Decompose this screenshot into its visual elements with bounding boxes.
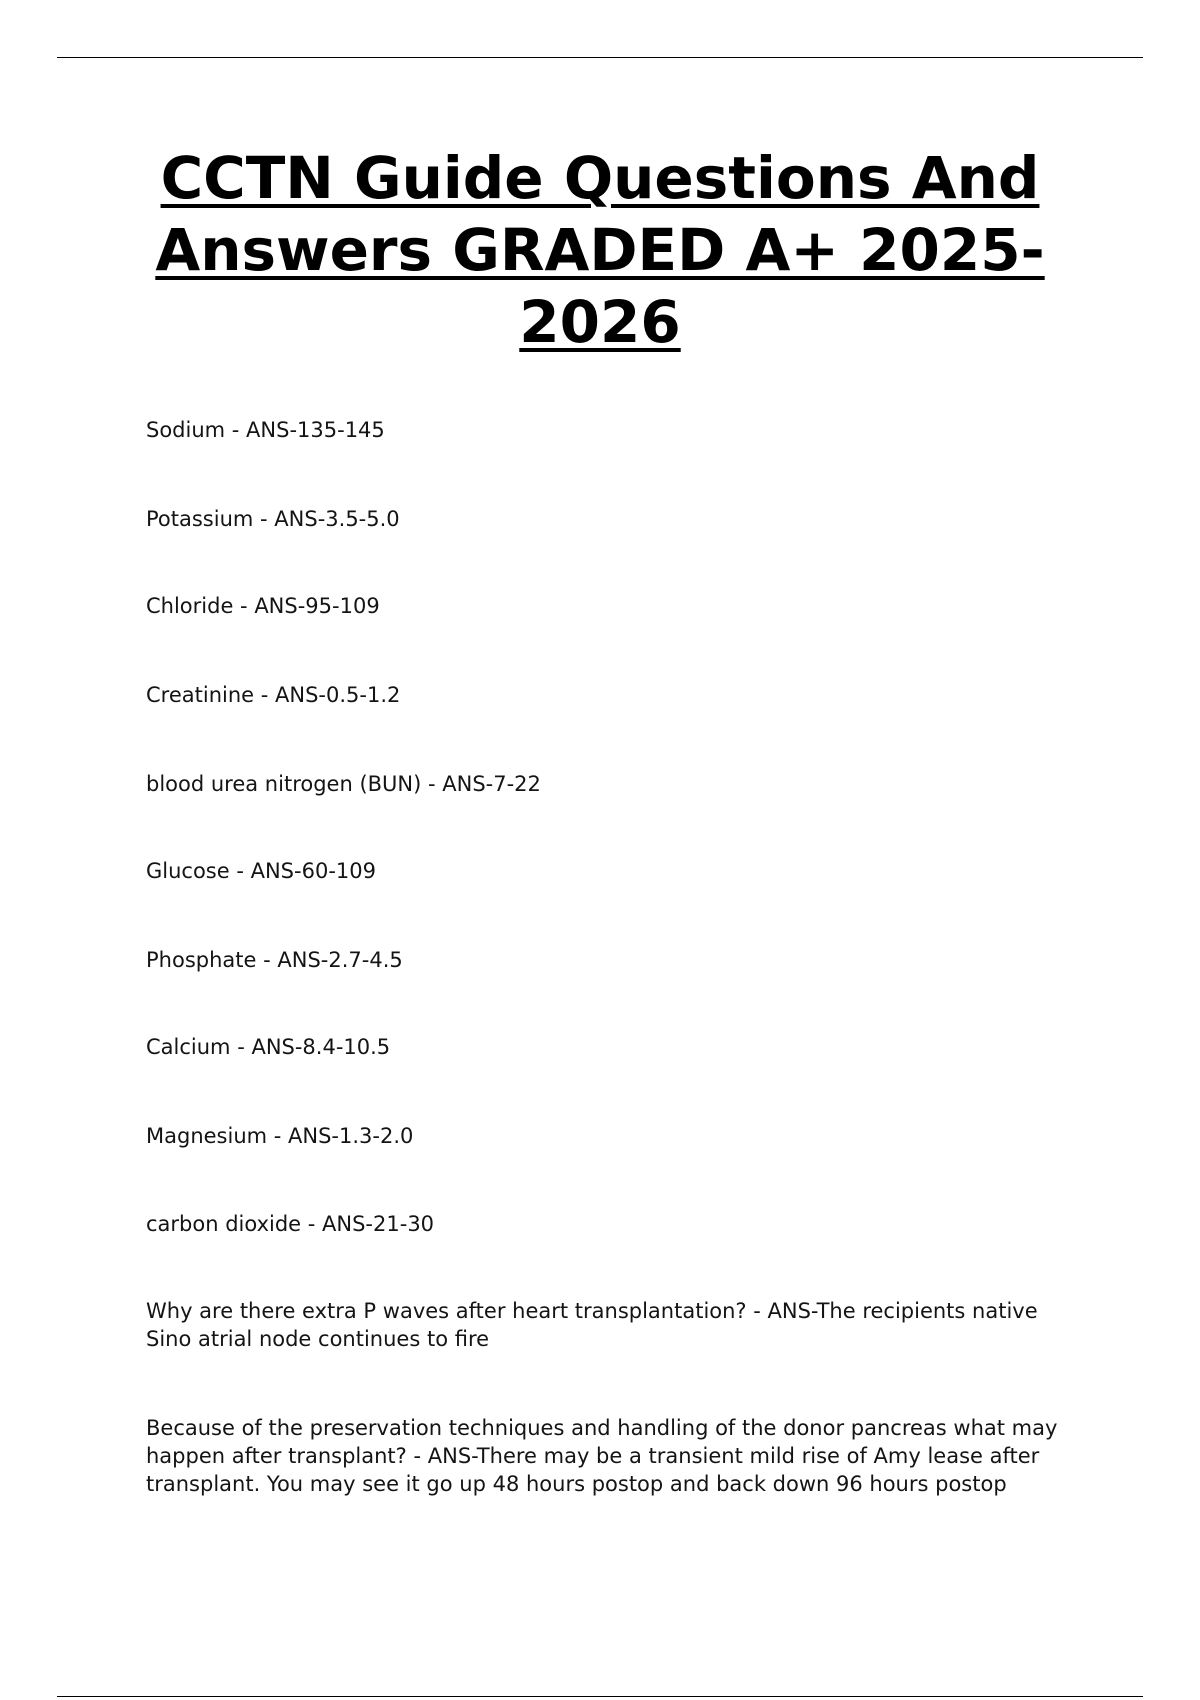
qa-item [146, 1210, 1066, 1238]
qa-answer: ANS-60-109 [250, 859, 376, 883]
bottom-rule [57, 1696, 1143, 1697]
qa-item [146, 505, 1066, 533]
qa-question: Because of the preservation techniques and handling of the donor pancreas what may happen after transplant? [146, 1416, 1058, 1468]
qa-answer: ANS-95-109 [254, 594, 380, 618]
qa-answer: ANS-21-30 [322, 1212, 435, 1236]
top-rule [57, 57, 1143, 58]
qa-item [146, 681, 1066, 709]
qa-separator: - [301, 1212, 323, 1236]
qa-answer: ANS-7-22 [442, 772, 541, 796]
qa-separator: - [406, 1444, 428, 1468]
qa-item [146, 1414, 1066, 1498]
document-title: CCTN Guide Questions And Answers GRADED A+ 2025-2026 [155, 144, 1045, 356]
qa-answer: ANS-0.5-1.2 [275, 683, 401, 707]
qa-answer: ANS-1.3-2.0 [288, 1124, 414, 1148]
qa-separator: - [256, 948, 278, 972]
qa-item [146, 592, 1066, 620]
qa-question: Phosphate [146, 948, 257, 972]
qa-item [146, 416, 1066, 444]
qa-separator: - [229, 859, 251, 883]
qa-separator: - [254, 683, 276, 707]
qa-answer: ANS-There may be a transient mild rise of Amy lease after transplant. You may see it go up 48 hours postop and back down 96 hours postop [146, 1444, 1040, 1496]
qa-question: blood urea nitrogen (BUN) [146, 772, 422, 796]
qa-question: Creatinine [146, 683, 255, 707]
qa-item [146, 1033, 1066, 1061]
qa-question: Magnesium [146, 1124, 268, 1148]
qa-question: Why are there extra P waves after heart transplantation? [146, 1299, 747, 1323]
qa-separator: - [267, 1124, 289, 1148]
qa-answer: ANS-8.4-10.5 [251, 1035, 391, 1059]
qa-question: Chloride [146, 594, 234, 618]
qa-item [146, 770, 1066, 798]
qa-separator: - [233, 594, 255, 618]
qa-item [146, 857, 1066, 885]
qa-separator: - [230, 1035, 252, 1059]
qa-question: carbon dioxide [146, 1212, 302, 1236]
qa-question: Calcium [146, 1035, 231, 1059]
qa-item [146, 1297, 1066, 1353]
qa-question: Glucose [146, 859, 230, 883]
qa-answer: ANS-The recipients native Sino atrial node continues to fire [146, 1299, 1038, 1351]
qa-answer: ANS-2.7-4.5 [277, 948, 403, 972]
qa-item [146, 1122, 1066, 1150]
qa-question: Potassium [146, 507, 254, 531]
qa-item [146, 946, 1066, 974]
qa-separator: - [421, 772, 443, 796]
qa-separator: - [225, 418, 247, 442]
qa-answer: ANS-135-145 [246, 418, 385, 442]
qa-separator: - [746, 1299, 768, 1323]
qa-separator: - [253, 507, 275, 531]
qa-question: Sodium [146, 418, 226, 442]
qa-answer: ANS-3.5-5.0 [274, 507, 400, 531]
